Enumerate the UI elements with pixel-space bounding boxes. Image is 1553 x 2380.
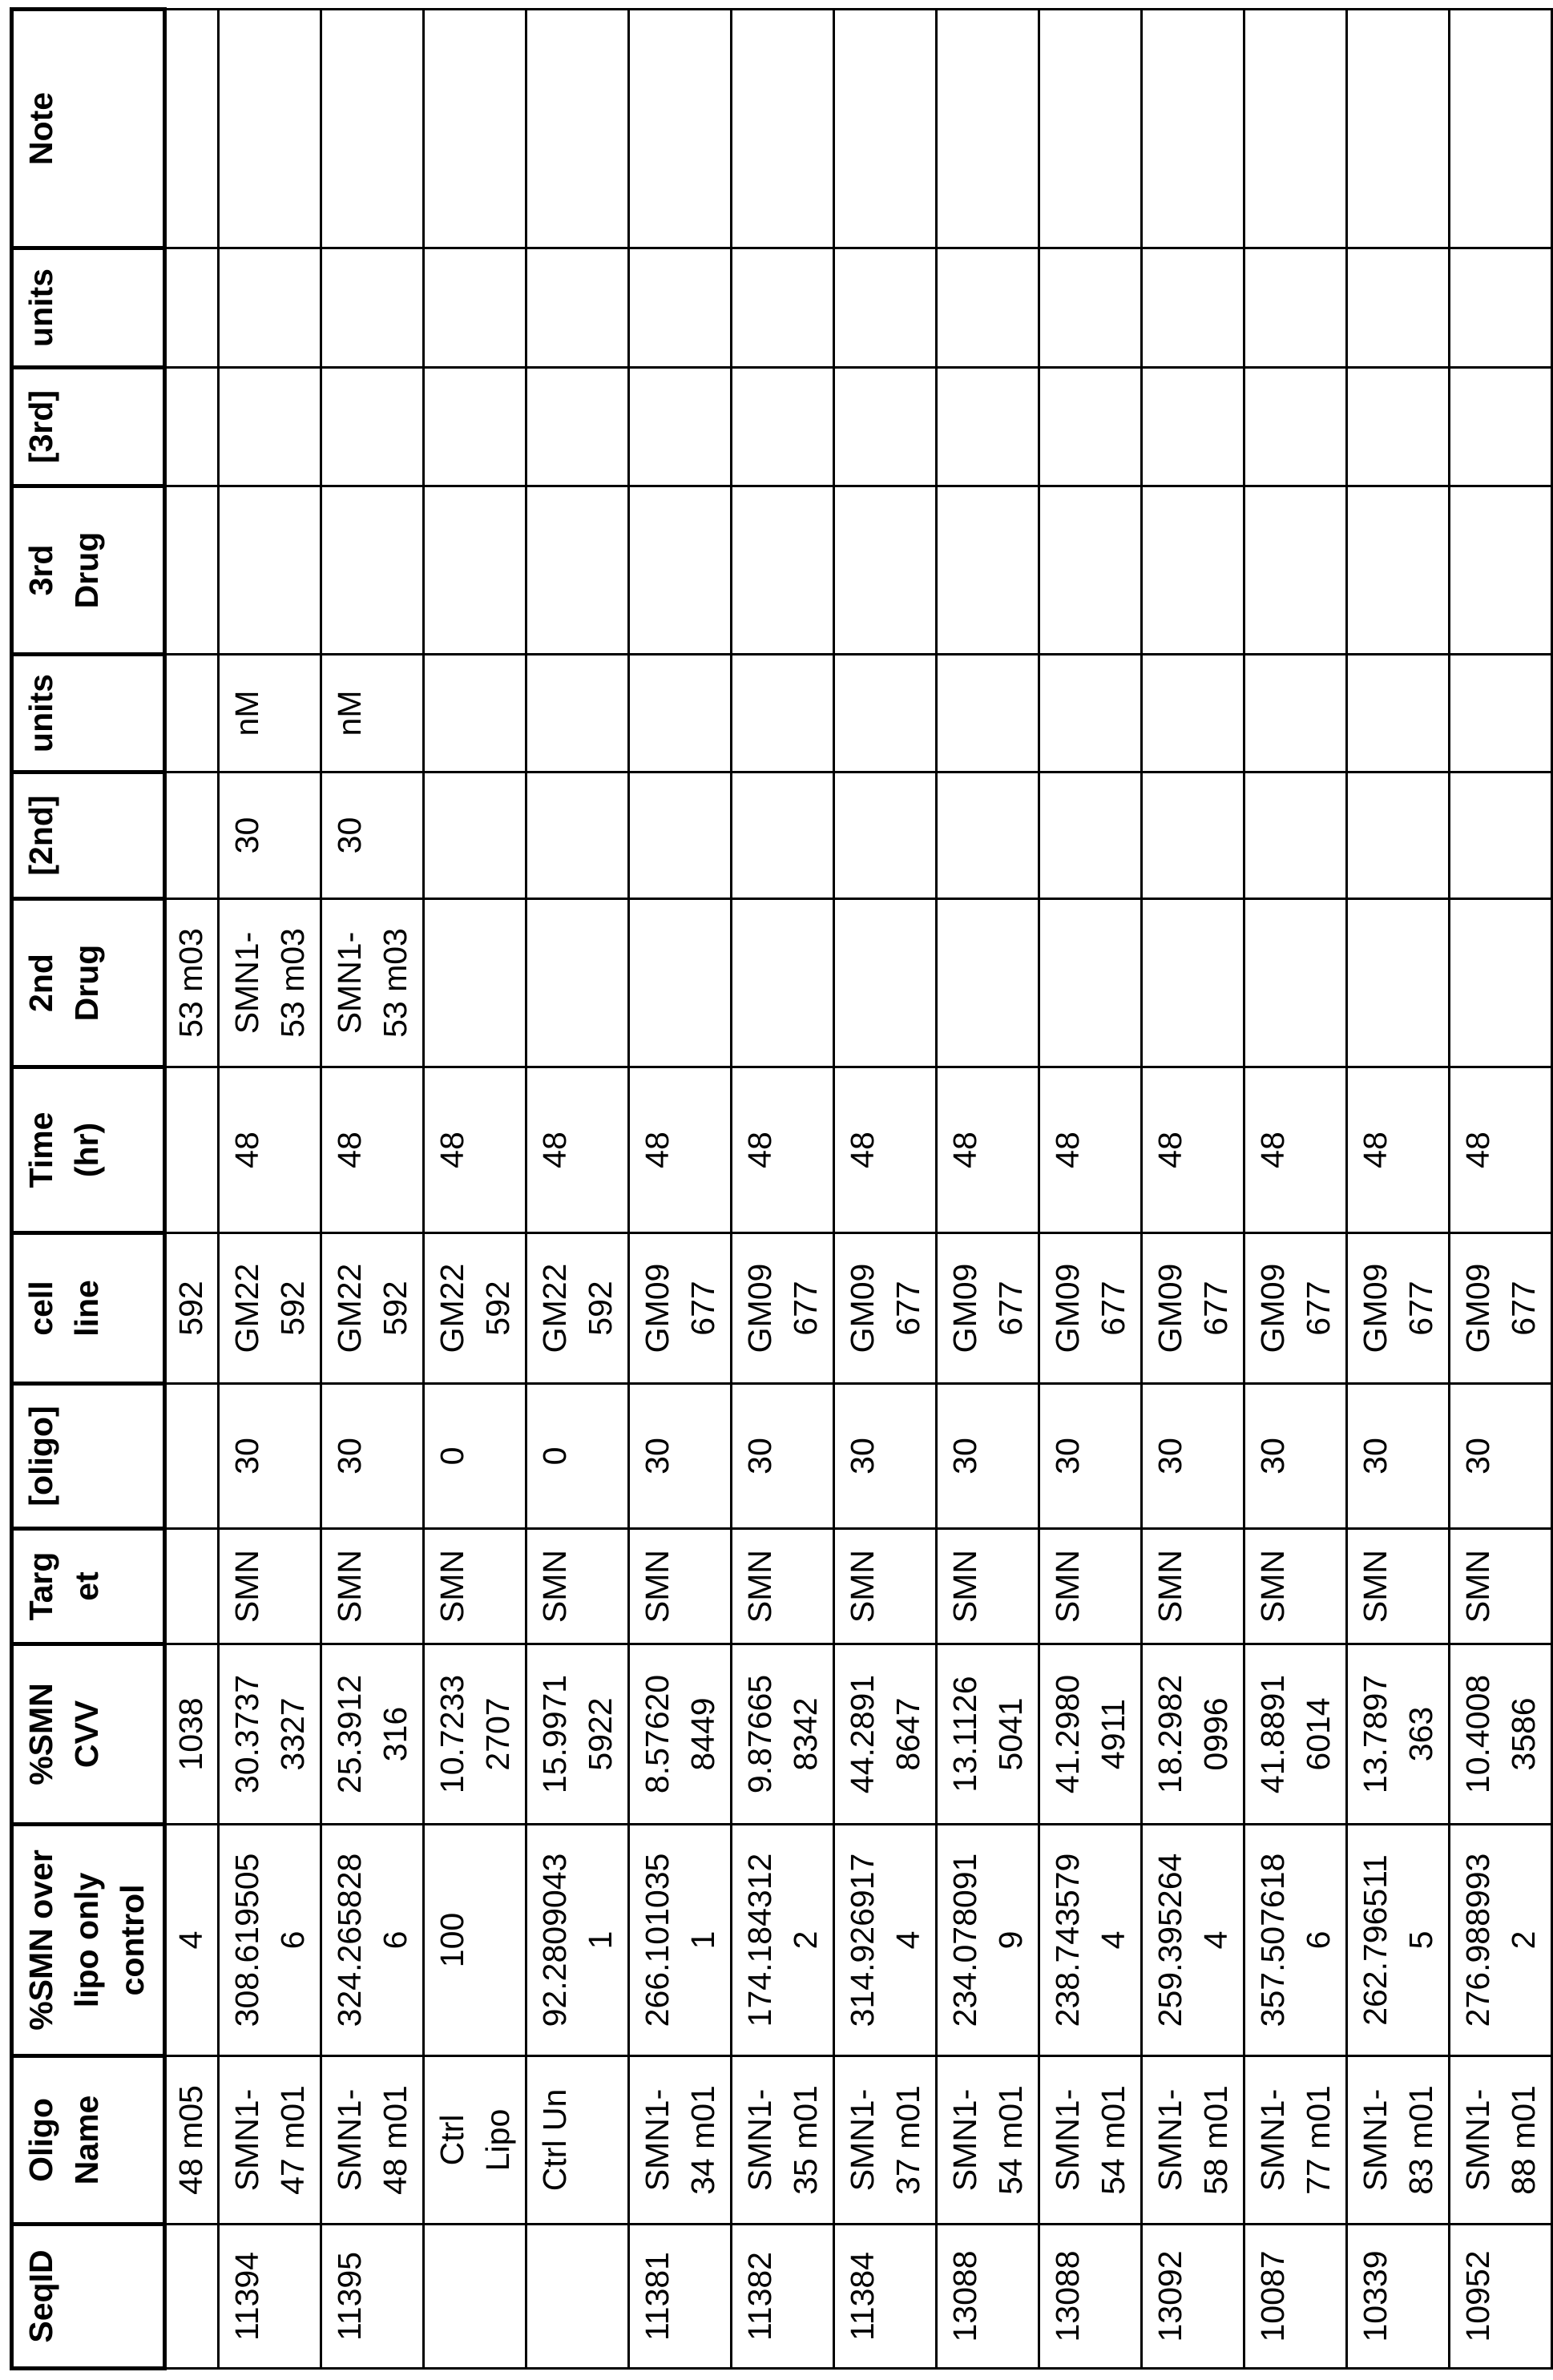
cell-cell-line: GM09 677 xyxy=(937,1233,1039,1384)
cell-smn-cvv: 1038 xyxy=(165,1644,219,1825)
cell-2nd-conc xyxy=(165,772,219,899)
cell-seqid: 13092 xyxy=(1142,2225,1244,2369)
cell-2nd-drug xyxy=(1039,899,1142,1067)
cell-cell-line: GM22 592 xyxy=(219,1233,321,1384)
cell-2nd-drug xyxy=(629,899,732,1067)
cell-smn-over-lipo: 100 xyxy=(424,1825,526,2056)
cell-note xyxy=(219,10,321,248)
cell-units-3rd xyxy=(1450,248,1552,368)
cell-2nd-drug xyxy=(732,899,834,1067)
cell-2nd-drug xyxy=(424,899,526,1067)
cell-units-2nd xyxy=(1039,655,1142,772)
cell-target: SMN xyxy=(1347,1529,1450,1644)
cell-seqid xyxy=(526,2225,629,2369)
cell-oligo-conc: 30 xyxy=(937,1384,1039,1529)
cell-oligo-conc: 30 xyxy=(1039,1384,1142,1529)
cell-oligo-conc: 30 xyxy=(732,1384,834,1529)
cell-units-3rd xyxy=(424,248,526,368)
cell-smn-cvv: 15.9971 5922 xyxy=(526,1644,629,1825)
cell-3rd-drug xyxy=(424,486,526,655)
cell-smn-over-lipo: 238.743579 4 xyxy=(1039,1825,1142,2056)
cell-3rd-drug xyxy=(526,486,629,655)
cell-2nd-conc xyxy=(1244,772,1347,899)
cell-note xyxy=(1244,10,1347,248)
cell-2nd-drug xyxy=(1450,899,1552,1067)
cell-time: 48 xyxy=(834,1067,937,1233)
cell-note xyxy=(1039,10,1142,248)
table-row xyxy=(526,10,629,2369)
cell-time: 48 xyxy=(321,1067,424,1233)
cell-oligo-name: SMN1- 88 m01 xyxy=(1450,2056,1552,2225)
cell-smn-cvv: 30.3737 3327 xyxy=(219,1644,321,1825)
cell-time: 48 xyxy=(1347,1067,1450,1233)
cell-3rd-conc xyxy=(1347,368,1450,486)
cell-target: SMN xyxy=(424,1529,526,1644)
cell-note xyxy=(526,10,629,248)
cell-note xyxy=(1142,10,1244,248)
cell-3rd-drug xyxy=(1039,486,1142,655)
cell-cell-line: GM09 677 xyxy=(1039,1233,1142,1384)
cell-smn-over-lipo: 259.395264 4 xyxy=(1142,1825,1244,2056)
cell-smn-over-lipo: 276.988993 2 xyxy=(1450,1825,1552,2056)
cell-3rd-drug xyxy=(165,486,219,655)
cell-note xyxy=(834,10,937,248)
cell-oligo-name: SMN1- 47 m01 xyxy=(219,2056,321,2225)
cell-cell-line: GM09 677 xyxy=(629,1233,732,1384)
header-units-3rd: units xyxy=(12,248,165,368)
cell-time: 48 xyxy=(1244,1067,1347,1233)
cell-3rd-drug xyxy=(1142,486,1244,655)
cell-units-3rd xyxy=(526,248,629,368)
cell-2nd-conc xyxy=(1039,772,1142,899)
cell-smn-cvv: 8.57620 8449 xyxy=(629,1644,732,1825)
table-row xyxy=(834,10,937,2369)
header-smn-over-lipo: %SMN over lipo only control xyxy=(12,1825,165,2056)
cell-time: 48 xyxy=(1039,1067,1142,1233)
cell-time: 48 xyxy=(1142,1067,1244,1233)
cell-smn-over-lipo: 92.2809043 1 xyxy=(526,1825,629,2056)
cell-cell-line: GM22 592 xyxy=(321,1233,424,1384)
cell-smn-cvv: 25.3912 316 xyxy=(321,1644,424,1825)
cell-oligo-conc: 30 xyxy=(1244,1384,1347,1529)
cell-2nd-conc xyxy=(1450,772,1552,899)
cell-seqid xyxy=(424,2225,526,2369)
cell-units-3rd xyxy=(1347,248,1450,368)
cell-oligo-name: SMN1- 54 m01 xyxy=(1039,2056,1142,2225)
cell-time: 48 xyxy=(1450,1067,1552,1233)
cell-time: 48 xyxy=(219,1067,321,1233)
cell-target: SMN xyxy=(629,1529,732,1644)
cell-2nd-conc xyxy=(1347,772,1450,899)
cell-oligo-name: SMN1- 48 m01 xyxy=(321,2056,424,2225)
cell-time: 48 xyxy=(732,1067,834,1233)
cell-units-2nd xyxy=(1142,655,1244,772)
cell-3rd-conc xyxy=(937,368,1039,486)
cell-oligo-conc: 30 xyxy=(1142,1384,1244,1529)
cell-3rd-conc xyxy=(1244,368,1347,486)
cell-seqid: 13088 xyxy=(1039,2225,1142,2369)
header-3rd-conc: [3rd] xyxy=(12,368,165,486)
table-row xyxy=(1347,10,1450,2369)
cell-seqid: 13088 xyxy=(937,2225,1039,2369)
cell-3rd-drug xyxy=(321,486,424,655)
table-row xyxy=(1039,10,1142,2369)
cell-oligo-name: SMN1- 77 m01 xyxy=(1244,2056,1347,2225)
table-row xyxy=(1450,10,1552,2369)
cell-seqid: 11381 xyxy=(629,2225,732,2369)
cell-2nd-drug xyxy=(1142,899,1244,1067)
table-row xyxy=(732,10,834,2369)
cell-3rd-conc xyxy=(629,368,732,486)
cell-3rd-conc xyxy=(165,368,219,486)
cell-cell-line: GM09 677 xyxy=(1244,1233,1347,1384)
cell-units-3rd xyxy=(219,248,321,368)
cell-oligo-conc xyxy=(165,1384,219,1529)
cell-smn-cvv: 10.7233 2707 xyxy=(424,1644,526,1825)
cell-oligo-conc: 30 xyxy=(629,1384,732,1529)
table-row xyxy=(629,10,732,2369)
header-oligo-conc: [oligo] xyxy=(12,1384,165,1529)
cell-2nd-conc xyxy=(629,772,732,899)
cell-smn-cvv: 13.1126 5041 xyxy=(937,1644,1039,1825)
header-seqid: SeqID xyxy=(12,2225,165,2369)
cell-3rd-drug xyxy=(834,486,937,655)
header-target: Targ et xyxy=(12,1529,165,1644)
cell-units-3rd xyxy=(1039,248,1142,368)
cell-3rd-drug xyxy=(1244,486,1347,655)
cell-smn-cvv: 41.2980 4911 xyxy=(1039,1644,1142,1825)
cell-smn-over-lipo: 174.184312 2 xyxy=(732,1825,834,2056)
header-2nd-drug: 2nd Drug xyxy=(12,899,165,1067)
cell-2nd-drug: SMN1- 53 m03 xyxy=(219,899,321,1067)
cell-oligo-name: SMN1- 83 m01 xyxy=(1347,2056,1450,2225)
table-row xyxy=(424,10,526,2369)
cell-smn-over-lipo: 262.796511 5 xyxy=(1347,1825,1450,2056)
table-body xyxy=(165,10,1552,2369)
cell-oligo-conc: 30 xyxy=(1450,1384,1552,1529)
cell-units-2nd xyxy=(629,655,732,772)
cell-3rd-conc xyxy=(834,368,937,486)
table-row xyxy=(937,10,1039,2369)
cell-cell-line: GM22 592 xyxy=(424,1233,526,1384)
cell-units-2nd xyxy=(732,655,834,772)
cell-cell-line: GM09 677 xyxy=(1450,1233,1552,1384)
header-smn-cvv: %SMN CVV xyxy=(12,1644,165,1825)
cell-oligo-name: SMN1- 35 m01 xyxy=(732,2056,834,2225)
cell-units-3rd xyxy=(1142,248,1244,368)
cell-3rd-drug xyxy=(1347,486,1450,655)
cell-oligo-conc: 30 xyxy=(834,1384,937,1529)
cell-3rd-conc xyxy=(321,368,424,486)
cell-oligo-conc: 0 xyxy=(424,1384,526,1529)
cell-units-2nd xyxy=(526,655,629,772)
cell-smn-cvv: 9.87665 8342 xyxy=(732,1644,834,1825)
cell-oligo-name: SMN1- 37 m01 xyxy=(834,2056,937,2225)
cell-units-2nd xyxy=(1450,655,1552,772)
cell-units-2nd xyxy=(1347,655,1450,772)
cell-oligo-conc: 0 xyxy=(526,1384,629,1529)
cell-3rd-conc xyxy=(1039,368,1142,486)
header-row xyxy=(12,10,165,2369)
cell-2nd-conc: 30 xyxy=(321,772,424,899)
cell-units-3rd xyxy=(937,248,1039,368)
cell-seqid: 10339 xyxy=(1347,2225,1450,2369)
cell-cell-line: GM09 677 xyxy=(834,1233,937,1384)
cell-target: SMN xyxy=(834,1529,937,1644)
table-row xyxy=(321,10,424,2369)
cell-oligo-name: SMN1- 34 m01 xyxy=(629,2056,732,2225)
cell-cell-line: GM22 592 xyxy=(526,1233,629,1384)
cell-smn-over-lipo: 357.507618 6 xyxy=(1244,1825,1347,2056)
cell-smn-cvv: 18.2982 0996 xyxy=(1142,1644,1244,1825)
cell-target: SMN xyxy=(1450,1529,1552,1644)
cell-2nd-conc: 30 xyxy=(219,772,321,899)
header-cell-line: cell line xyxy=(12,1233,165,1384)
cell-units-2nd xyxy=(834,655,937,772)
cell-units-2nd xyxy=(937,655,1039,772)
cell-units-3rd xyxy=(732,248,834,368)
cell-smn-cvv: 41.8891 6014 xyxy=(1244,1644,1347,1825)
cell-units-2nd: nM xyxy=(321,655,424,772)
header-oligo-name: Oligo Name xyxy=(12,2056,165,2225)
cell-oligo-conc: 30 xyxy=(1347,1384,1450,1529)
cell-2nd-conc xyxy=(526,772,629,899)
cell-note xyxy=(321,10,424,248)
cell-time: 48 xyxy=(424,1067,526,1233)
cell-oligo-name: SMN1- 54 m01 xyxy=(937,2056,1039,2225)
cell-units-2nd xyxy=(1244,655,1347,772)
cell-oligo-name: Ctrl Lipo xyxy=(424,2056,526,2225)
rotated-table-container xyxy=(10,11,1542,2370)
cell-3rd-conc xyxy=(219,368,321,486)
cell-units-3rd xyxy=(834,248,937,368)
table-row xyxy=(219,10,321,2369)
cell-cell-line: GM09 677 xyxy=(1142,1233,1244,1384)
cell-seqid: 11384 xyxy=(834,2225,937,2369)
cell-target: SMN xyxy=(1142,1529,1244,1644)
cell-2nd-drug xyxy=(526,899,629,1067)
cell-units-2nd: nM xyxy=(219,655,321,772)
header-time: Time (hr) xyxy=(12,1067,165,1233)
cell-note xyxy=(1450,10,1552,248)
header-note: Note xyxy=(12,10,165,248)
cell-time xyxy=(165,1067,219,1233)
cell-target: SMN xyxy=(321,1529,424,1644)
cell-note xyxy=(1347,10,1450,248)
results-table xyxy=(10,7,1553,2370)
cell-target: SMN xyxy=(937,1529,1039,1644)
cell-2nd-conc xyxy=(1142,772,1244,899)
cell-seqid xyxy=(165,2225,219,2369)
cell-oligo-conc: 30 xyxy=(219,1384,321,1529)
cell-oligo-name: Ctrl Un xyxy=(526,2056,629,2225)
table-row xyxy=(1244,10,1347,2369)
cell-note xyxy=(424,10,526,248)
cell-3rd-conc xyxy=(526,368,629,486)
cell-target: SMN xyxy=(526,1529,629,1644)
cell-3rd-drug xyxy=(629,486,732,655)
cell-smn-over-lipo: 308.619505 6 xyxy=(219,1825,321,2056)
cell-smn-over-lipo: 4 xyxy=(165,1825,219,2056)
cell-time: 48 xyxy=(937,1067,1039,1233)
cell-smn-over-lipo: 324.265828 6 xyxy=(321,1825,424,2056)
cell-2nd-drug: 53 m03 xyxy=(165,899,219,1067)
cell-2nd-drug: SMN1- 53 m03 xyxy=(321,899,424,1067)
cell-seqid: 10087 xyxy=(1244,2225,1347,2369)
cell-time: 48 xyxy=(526,1067,629,1233)
cell-2nd-drug xyxy=(937,899,1039,1067)
cell-smn-cvv: 10.4008 3586 xyxy=(1450,1644,1552,1825)
cell-smn-over-lipo: 234.078091 9 xyxy=(937,1825,1039,2056)
cell-2nd-conc xyxy=(834,772,937,899)
cell-2nd-drug xyxy=(1347,899,1450,1067)
cell-note xyxy=(732,10,834,248)
cell-smn-cvv: 44.2891 8647 xyxy=(834,1644,937,1825)
cell-target: SMN xyxy=(1244,1529,1347,1644)
cell-oligo-conc: 30 xyxy=(321,1384,424,1529)
header-units-2nd: units xyxy=(12,655,165,772)
cell-smn-over-lipo: 314.926917 4 xyxy=(834,1825,937,2056)
cell-units-3rd xyxy=(165,248,219,368)
cell-target: SMN xyxy=(732,1529,834,1644)
header-3rd-drug: 3rd Drug xyxy=(12,486,165,655)
cell-2nd-conc xyxy=(424,772,526,899)
table-row xyxy=(1142,10,1244,2369)
cell-note xyxy=(937,10,1039,248)
cell-note xyxy=(629,10,732,248)
cell-2nd-conc xyxy=(732,772,834,899)
cell-units-3rd xyxy=(629,248,732,368)
header-2nd-conc: [2nd] xyxy=(12,772,165,899)
cell-2nd-drug xyxy=(1244,899,1347,1067)
cell-units-3rd xyxy=(321,248,424,368)
cell-3rd-drug xyxy=(219,486,321,655)
cell-target: SMN xyxy=(219,1529,321,1644)
cell-2nd-conc xyxy=(937,772,1039,899)
cell-cell-line: 592 xyxy=(165,1233,219,1384)
cell-3rd-conc xyxy=(1142,368,1244,486)
cell-target xyxy=(165,1529,219,1644)
cell-cell-line: GM09 677 xyxy=(1347,1233,1450,1384)
cell-cell-line: GM09 677 xyxy=(732,1233,834,1384)
cell-seqid: 11395 xyxy=(321,2225,424,2369)
cell-3rd-conc xyxy=(732,368,834,486)
table-row xyxy=(165,10,219,2369)
cell-3rd-conc xyxy=(1450,368,1552,486)
cell-3rd-drug xyxy=(732,486,834,655)
cell-seqid: 10952 xyxy=(1450,2225,1552,2369)
cell-time: 48 xyxy=(629,1067,732,1233)
cell-note xyxy=(165,10,219,248)
cell-target: SMN xyxy=(1039,1529,1142,1644)
cell-3rd-conc xyxy=(424,368,526,486)
cell-seqid: 11394 xyxy=(219,2225,321,2369)
cell-oligo-name: 48 m05 xyxy=(165,2056,219,2225)
cell-2nd-drug xyxy=(834,899,937,1067)
cell-oligo-name: SMN1- 58 m01 xyxy=(1142,2056,1244,2225)
cell-units-2nd xyxy=(165,655,219,772)
cell-3rd-drug xyxy=(937,486,1039,655)
cell-units-2nd xyxy=(424,655,526,772)
cell-smn-cvv: 13.7897 363 xyxy=(1347,1644,1450,1825)
cell-smn-over-lipo: 266.101035 1 xyxy=(629,1825,732,2056)
cell-seqid: 11382 xyxy=(732,2225,834,2369)
cell-units-3rd xyxy=(1244,248,1347,368)
cell-3rd-drug xyxy=(1450,486,1552,655)
